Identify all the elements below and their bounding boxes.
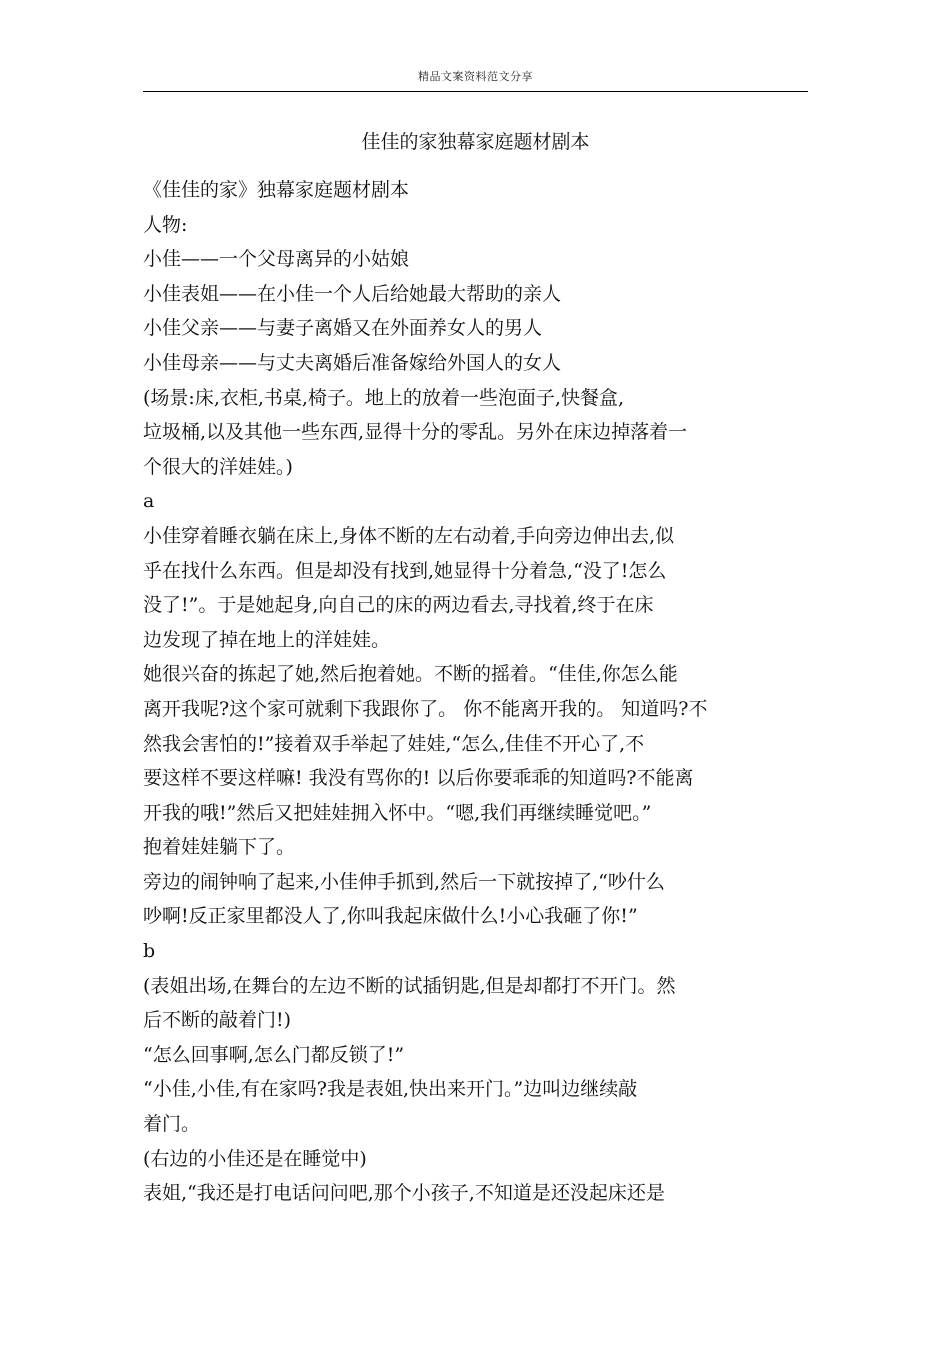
text-line: (场景:床,衣柜,书桌,椅子。地上的放着一些泡面子,快餐盒, bbox=[143, 386, 625, 409]
text-line: 人物: bbox=[143, 213, 188, 236]
text-line: “小佳,小佳,有在家吗?我是表姐,快出来开门。”边叫边继续敲 bbox=[143, 1078, 638, 1101]
text-line: 个很大的洋娃娃。) bbox=[143, 455, 293, 478]
text-line: 没了!”。于是她起身,向自己的床的两边看去,寻找着,终于在床 bbox=[143, 594, 654, 617]
text-line: 小佳——一个父母离异的小姑娘 bbox=[143, 248, 410, 271]
text-line: 小佳表姐——在小佳一个人后给她最大帮助的亲人 bbox=[143, 282, 562, 305]
text-line: 小佳母亲——与丈夫离婚后准备嫁给外国人的女人 bbox=[143, 351, 562, 374]
text-line: b bbox=[143, 940, 156, 963]
text-line: “怎么回事啊,怎么门都反锁了!” bbox=[143, 1043, 405, 1066]
document-title: 佳佳的家独幕家庭题材剧本 bbox=[361, 131, 590, 153]
text-line: 着门。 bbox=[143, 1113, 201, 1136]
text-line: a bbox=[143, 490, 155, 513]
text-line: 小佳父亲——与妻子离婚又在外面养女人的男人 bbox=[143, 317, 543, 340]
text-line: 《佳佳的家》独幕家庭题材剧本 bbox=[143, 179, 410, 201]
text-line: 开我的哦!”然后又把娃娃拥入怀中。“嗯,我们再继续睡觉吧。” bbox=[143, 801, 652, 824]
script-body bbox=[143, 173, 808, 1211]
running-header: 精品文案资料范文分享 bbox=[418, 70, 533, 83]
text-line: 离开我呢?这个家可就剩下我跟你了。 你不能离开我的。 知道吗?不 bbox=[143, 697, 708, 720]
text-line: (右边的小佳还是在睡觉中) bbox=[143, 1147, 367, 1170]
header-rule bbox=[143, 91, 808, 92]
text-line: 要这样不要这样嘛! 我没有骂你的! 以后你要乖乖的知道吗?不能离 bbox=[143, 767, 694, 790]
text-line: 吵啊!反正家里都没人了,你叫我起床做什么!小心我砸了你!” bbox=[143, 905, 638, 928]
text-line: 乎在找什么东西。但是却没有找到,她显得十分着急,“没了!怎么 bbox=[143, 559, 667, 582]
text-line: 旁边的闹钟响了起来,小佳伸手抓到,然后一下就按掉了,“吵什么 bbox=[143, 870, 665, 893]
text-line: 她很兴奋的拣起了她,然后抱着她。不断的摇着。“佳佳,你怎么能 bbox=[143, 663, 678, 686]
text-line: 垃圾桶,以及其他一些东西,显得十分的零乱。另外在床边掉落着一 bbox=[143, 421, 688, 444]
text-line: 边发现了掉在地上的洋娃娃。 bbox=[143, 628, 391, 651]
text-line: 抱着娃娃躺下了。 bbox=[143, 836, 296, 859]
text-line: 然我会害怕的!”接着双手举起了娃娃,“怎么,佳佳不开心了,不 bbox=[143, 732, 645, 755]
text-line: (表姐出场,在舞台的左边不断的试插钥匙,但是却都打不开门。然 bbox=[143, 974, 676, 997]
text-line: 表姐,“我还是打电话问问吧,那个小孩子,不知道是还没起床还是 bbox=[143, 1182, 665, 1205]
text-line: 后不断的敲着门!) bbox=[143, 1009, 292, 1032]
text-line: 小佳穿着睡衣躺在床上,身体不断的左右动着,手向旁边伸出去,似 bbox=[143, 524, 675, 547]
